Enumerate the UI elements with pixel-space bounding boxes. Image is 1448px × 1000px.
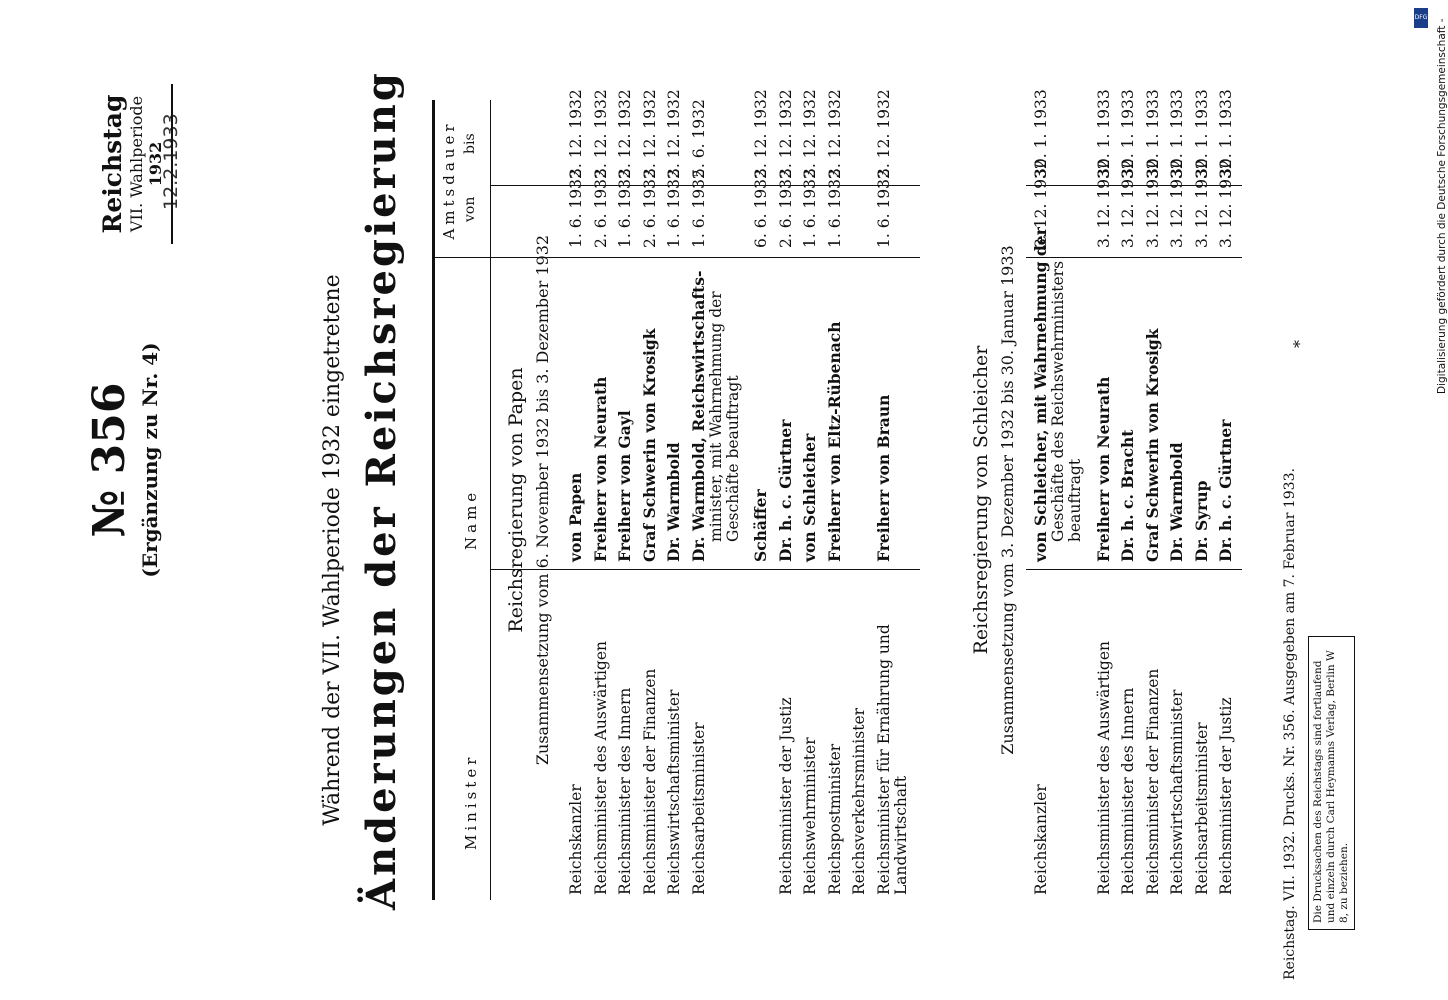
to-date: 30. 1. 1933 xyxy=(1217,89,1235,178)
from-date: 1. 6. 1932 xyxy=(689,169,708,248)
subtitle: Während der VII. Wahlperiode 1932 eingetretene xyxy=(320,274,345,826)
minister-cell: Reichsminister des Innern xyxy=(1119,687,1137,895)
from-date: 1. 6. 1932 xyxy=(801,169,819,248)
date-stamp: 12.2.1933 xyxy=(160,113,182,210)
reichstag-title: Reichstag xyxy=(98,94,127,234)
to-date: 3. 12. 1932 xyxy=(752,89,770,178)
to-date: 30. 1. 1933 xyxy=(1143,89,1162,178)
column-rule xyxy=(1026,257,1242,258)
minister-cell: Reichsarbeitsminister xyxy=(1192,722,1211,895)
from-date: 2. 6. 1932 xyxy=(640,169,659,248)
minister-cell: Reichsminister der Finanzen xyxy=(1143,668,1162,895)
name-cell: Graf Schwerin von Krosigk xyxy=(639,328,659,562)
name-cell: Dr. Syrup xyxy=(1191,480,1211,562)
supplement-note: (Ergänzung zu Nr. 4) xyxy=(138,342,162,578)
column-rule xyxy=(1026,185,1242,186)
name-cell: Dr. Warmbold, Reichswirtschafts- xyxy=(688,270,708,562)
from-date: 3. 12. 1932 xyxy=(1168,159,1186,248)
header-from: von xyxy=(462,196,478,222)
to-date: 30. 1. 1933 xyxy=(1094,89,1113,178)
section-composition: Zusammensetzung vom 6. November 1932 bis 3. Dezember 1932 xyxy=(533,234,552,766)
minister-cell: Reichsminister für Ernährung und xyxy=(874,624,893,895)
to-date: 3. 12. 1932 xyxy=(776,89,795,178)
from-date: 1. 6. 1932 xyxy=(825,169,844,248)
minister-cell: Reichsarbeitsminister xyxy=(689,722,708,895)
name-cell: Graf Schwerin von Krosigk xyxy=(1142,328,1162,562)
header-to: bis xyxy=(462,133,478,154)
minister-cell: Reichsminister des Innern xyxy=(616,687,634,895)
name-cell: von Schleicher xyxy=(800,433,819,562)
name-cell: Freiherr von Eltz-Rübenach xyxy=(824,321,844,562)
name-cell-continued: Geschäfte des Reichswehrministers xyxy=(1049,260,1067,542)
to-date: 3. 12. 1932 xyxy=(874,89,893,178)
year-label: 1932 xyxy=(146,141,165,187)
minister-cell: Reichswehrminister xyxy=(801,737,819,895)
name-cell: Freiherr von Gayl xyxy=(615,410,634,562)
minister-cell: Reichskanzler xyxy=(1032,784,1050,895)
to-date: 30. 1. 1933 xyxy=(1168,89,1186,178)
to-date: 3. 12. 1932 xyxy=(616,89,634,178)
header-term: Amtsdauer xyxy=(440,120,458,240)
minister-cell: Reichspostminister xyxy=(825,743,844,895)
minister-cell: Reichsminister des Auswärtigen xyxy=(591,641,610,895)
from-date: 1. 6. 1932 xyxy=(665,169,683,248)
from-date: 1. 6. 1932 xyxy=(874,169,893,248)
to-date: 3. 12. 1932 xyxy=(665,89,683,178)
reichstag-label xyxy=(98,84,173,244)
name-cell: Dr. h. c. Gürtner xyxy=(775,419,795,562)
minister-cell: Reichskanzler xyxy=(567,784,585,895)
from-date: 3. 12. 1932 xyxy=(1094,159,1113,248)
document-number: № 356 xyxy=(84,382,135,538)
section-composition: Zusammensetzung vom 3. Dezember 1932 bis 30. Januar 1933 xyxy=(998,245,1017,755)
minister-cell: Reichsminister der Finanzen xyxy=(640,668,659,895)
dfg-logo xyxy=(1414,8,1428,28)
minister-cell: Reichswirtschaftsminister xyxy=(665,689,683,895)
to-date: 3. 12. 1932 xyxy=(640,89,659,178)
to-date: 3. 12. 1932 xyxy=(801,89,819,178)
to-date: 3. 12. 1932 xyxy=(825,89,844,178)
column-rule xyxy=(490,569,920,570)
to-date: 5. 6. 1932 xyxy=(689,99,708,178)
column-rule xyxy=(432,257,920,258)
section-heading: Reichsregierung von Schleicher xyxy=(970,345,992,655)
footer-star: * xyxy=(1290,340,1309,348)
header-name: Name xyxy=(462,488,480,550)
name-cell: Freiherr von Neurath xyxy=(590,376,610,562)
from-date: 3. 12. 1932 xyxy=(1032,159,1050,248)
column-rule xyxy=(1026,569,1242,570)
to-date: 30. 1. 1933 xyxy=(1032,89,1050,178)
name-cell-continued: Geschäfte beauftragt xyxy=(723,375,742,542)
from-date: 3. 12. 1932 xyxy=(1192,159,1211,248)
name-cell: von Schleicher, mit Wahrnehmung der xyxy=(1031,227,1050,562)
from-date: 3. 12. 1932 xyxy=(1119,159,1137,248)
name-cell: Freiherr von Neurath xyxy=(1093,376,1113,562)
minister-cell: Landwirtschaft xyxy=(891,775,910,895)
from-date: 2. 6. 1932 xyxy=(776,169,795,248)
section-heading: Reichsregierung von Papen xyxy=(505,367,527,633)
name-cell: Schäffer xyxy=(751,489,770,562)
to-date: 30. 1. 1933 xyxy=(1119,89,1137,178)
dfg-logo-text: DFG xyxy=(1414,14,1428,21)
from-date: 2. 6. 1932 xyxy=(591,169,610,248)
funding-notice: Digitalisierung gefördert durch die Deutsche Forschungsgemeinschaft - xyxy=(1436,18,1448,394)
to-date: 3. 12. 1932 xyxy=(591,89,610,178)
name-cell-continued: beauftragt xyxy=(1066,458,1084,542)
page-title: Änderungen der Reichsregierung xyxy=(358,70,405,910)
minister-cell: Reichsminister des Auswärtigen xyxy=(1094,641,1113,895)
name-cell: von Papen xyxy=(566,472,585,562)
from-date: 3. 12. 1932 xyxy=(1217,159,1235,248)
period-label: VII. Wahlperiode xyxy=(127,95,146,233)
minister-cell: Reichsverkehrsminister xyxy=(850,707,868,895)
minister-cell: Reichsminister der Justiz xyxy=(1217,697,1235,895)
minister-cell: Reichsminister der Justiz xyxy=(776,697,795,895)
table-header-rule xyxy=(490,100,491,900)
name-cell: Dr. h. c. Bracht xyxy=(1118,429,1137,562)
column-rule xyxy=(490,185,920,186)
table-top-rule xyxy=(432,100,435,900)
from-date: 1. 6. 1932 xyxy=(567,169,585,248)
from-date: 6. 6. 1932 xyxy=(752,169,770,248)
from-date: 1. 6. 1932 xyxy=(616,169,634,248)
from-date: 3. 12. 1932 xyxy=(1143,159,1162,248)
minister-cell: Reichswirtschaftsminister xyxy=(1168,689,1186,895)
name-cell: Dr. Warmbold xyxy=(664,442,683,562)
name-cell: Dr. h. c. Gürtner xyxy=(1216,419,1235,562)
header-minister: Minister xyxy=(462,753,480,850)
footer-line: Reichstag. VII. 1932. Drucks. Nr. 356. Ausgegeben am 7. Februar 1933. xyxy=(1282,468,1298,980)
name-cell: Dr. Warmbold xyxy=(1167,442,1186,562)
name-cell: Freiherr von Braun xyxy=(873,394,893,562)
name-cell-continued: minister, mit Wahrnehmung der xyxy=(706,291,725,542)
to-date: 3. 12. 1932 xyxy=(567,89,585,178)
publisher-notice: Die Drucksachen des Reichstags sind fortlaufend und einzeln durch Carl Heymanns Verlag, Berlin W 8, zu beziehen. xyxy=(1308,636,1355,930)
to-date: 30. 1. 1933 xyxy=(1192,89,1211,178)
